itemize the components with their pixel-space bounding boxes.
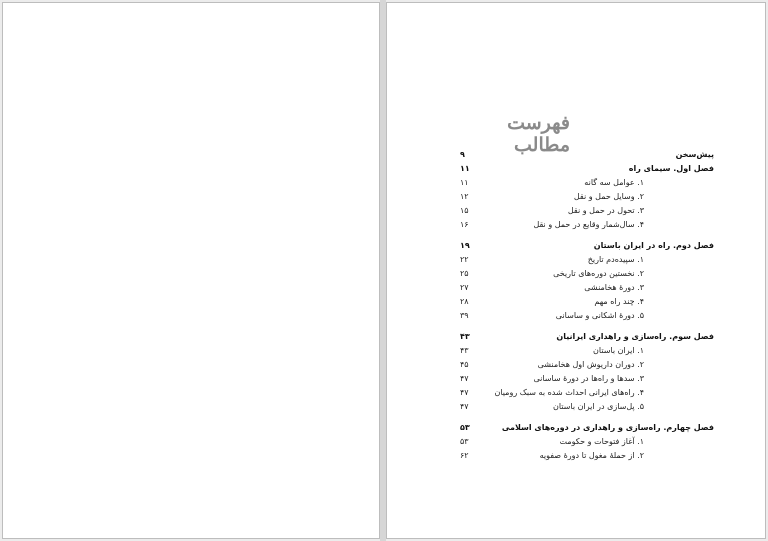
toc-entry[interactable] bbox=[460, 358, 714, 372]
toc-entry[interactable] bbox=[460, 400, 714, 414]
toc-entry-label: پیش‌سخن bbox=[675, 150, 714, 159]
toc-entry-page: ۲۲ bbox=[460, 255, 469, 264]
toc-entry-label: ۱. سپیده‌دم تاریخ bbox=[587, 255, 644, 264]
toc-entry[interactable] bbox=[460, 421, 714, 435]
toc-entry[interactable] bbox=[460, 386, 714, 400]
toc-entry[interactable] bbox=[460, 281, 714, 295]
toc-entry-label: فصل اول. سیمای راه bbox=[628, 164, 714, 173]
toc-entry-label: فصل چهارم. راه‌سازی و راهداری در دوره‌های اسلامی bbox=[501, 423, 714, 432]
toc-entry-page: ۴۳ bbox=[460, 346, 469, 355]
page-title: فهرست مطالب bbox=[507, 112, 570, 156]
toc-entry-page: ۲۵ bbox=[460, 269, 469, 278]
toc-entry-page: ۱۲ bbox=[460, 192, 469, 201]
toc-entry-page: ۱۹ bbox=[460, 241, 470, 250]
toc-entry-label: ۳. دورهٔ هخامنشی bbox=[584, 283, 644, 292]
toc-entry[interactable] bbox=[460, 190, 714, 204]
toc-entry-label: فصل دوم. راه در ایران باستان bbox=[593, 241, 714, 250]
toc-entry-label: ۴. چند راه مهم bbox=[594, 297, 644, 306]
toc-entry-label: ۵. پل‌سازی در ایران باستان bbox=[552, 402, 644, 411]
toc-entry[interactable] bbox=[460, 372, 714, 386]
left-page bbox=[2, 2, 380, 539]
toc-entry[interactable] bbox=[460, 218, 714, 232]
toc-entry-page: ۲۷ bbox=[460, 283, 469, 292]
toc-entry-label: ۳. تحول در حمل و نقل bbox=[567, 206, 644, 215]
toc-entry[interactable] bbox=[460, 253, 714, 267]
toc-entry[interactable] bbox=[460, 204, 714, 218]
toc-entry-label: ۱. ایران باستان bbox=[593, 346, 644, 355]
table-of-contents bbox=[460, 148, 714, 463]
toc-entry-page: ۴۳ bbox=[460, 332, 470, 341]
toc-entry-page: ۵۳ bbox=[460, 423, 470, 432]
toc-entry[interactable] bbox=[460, 330, 714, 344]
toc-entry-label: ۱. آغاز فتوحات و حکومت bbox=[559, 437, 644, 446]
toc-entry[interactable] bbox=[460, 435, 714, 449]
toc-entry[interactable] bbox=[460, 267, 714, 281]
toc-entry-label: ۲. وسایل حمل و نقل bbox=[573, 192, 644, 201]
toc-entry-label: ۳. سدها و راه‌ها در دورهٔ ساسانی bbox=[533, 374, 644, 383]
toc-entry-page: ۱۱ bbox=[460, 164, 470, 173]
toc-entry[interactable] bbox=[460, 162, 714, 176]
toc-entry-page: ۱۶ bbox=[460, 220, 469, 229]
toc-entry-label: ۵. دورهٔ اشکانی و ساسانی bbox=[555, 311, 644, 320]
toc-entry-page: ۴۷ bbox=[460, 402, 469, 411]
toc-entry-page: ۴۵ bbox=[460, 360, 469, 369]
toc-entry-page: ۱۵ bbox=[460, 206, 469, 215]
toc-entry-label: ۱. عوامل سه گانه bbox=[584, 178, 644, 187]
toc-entry-label: ۲. از حملهٔ مغول تا دورهٔ صفویه bbox=[539, 451, 644, 460]
toc-entry[interactable] bbox=[460, 449, 714, 463]
toc-entry-label: ۲. نخستین دوره‌های تاریخی bbox=[553, 269, 644, 278]
toc-entry[interactable] bbox=[460, 148, 714, 162]
toc-entry-page: ۴۷ bbox=[460, 374, 469, 383]
toc-entry-label: فصل سوم. راه‌سازی و راهداری ایرانیان bbox=[556, 332, 714, 341]
toc-entry-label: ۴. سال‌شمار وقایع در حمل و نقل bbox=[533, 220, 644, 229]
toc-entry[interactable] bbox=[460, 344, 714, 358]
toc-entry[interactable] bbox=[460, 239, 714, 253]
toc-entry-page: ۲۸ bbox=[460, 297, 469, 306]
toc-entry-page: ۵۳ bbox=[460, 437, 469, 446]
toc-entry-page: ۱۱ bbox=[460, 178, 469, 187]
toc-entry-page: ۴۷ bbox=[460, 388, 469, 397]
toc-entry-label: ۴. راه‌های ایرانی احداث شده به سبک رومیان bbox=[494, 388, 644, 397]
toc-entry[interactable] bbox=[460, 295, 714, 309]
toc-entry[interactable] bbox=[460, 176, 714, 190]
toc-entry-page: ۳۹ bbox=[460, 311, 469, 320]
toc-entry[interactable] bbox=[460, 309, 714, 323]
toc-entry-page: ۹ bbox=[460, 150, 465, 159]
toc-entry-label: ۲. دوران داریوش اول هخامنشی bbox=[537, 360, 644, 369]
toc-entry-page: ۶۲ bbox=[460, 451, 469, 460]
